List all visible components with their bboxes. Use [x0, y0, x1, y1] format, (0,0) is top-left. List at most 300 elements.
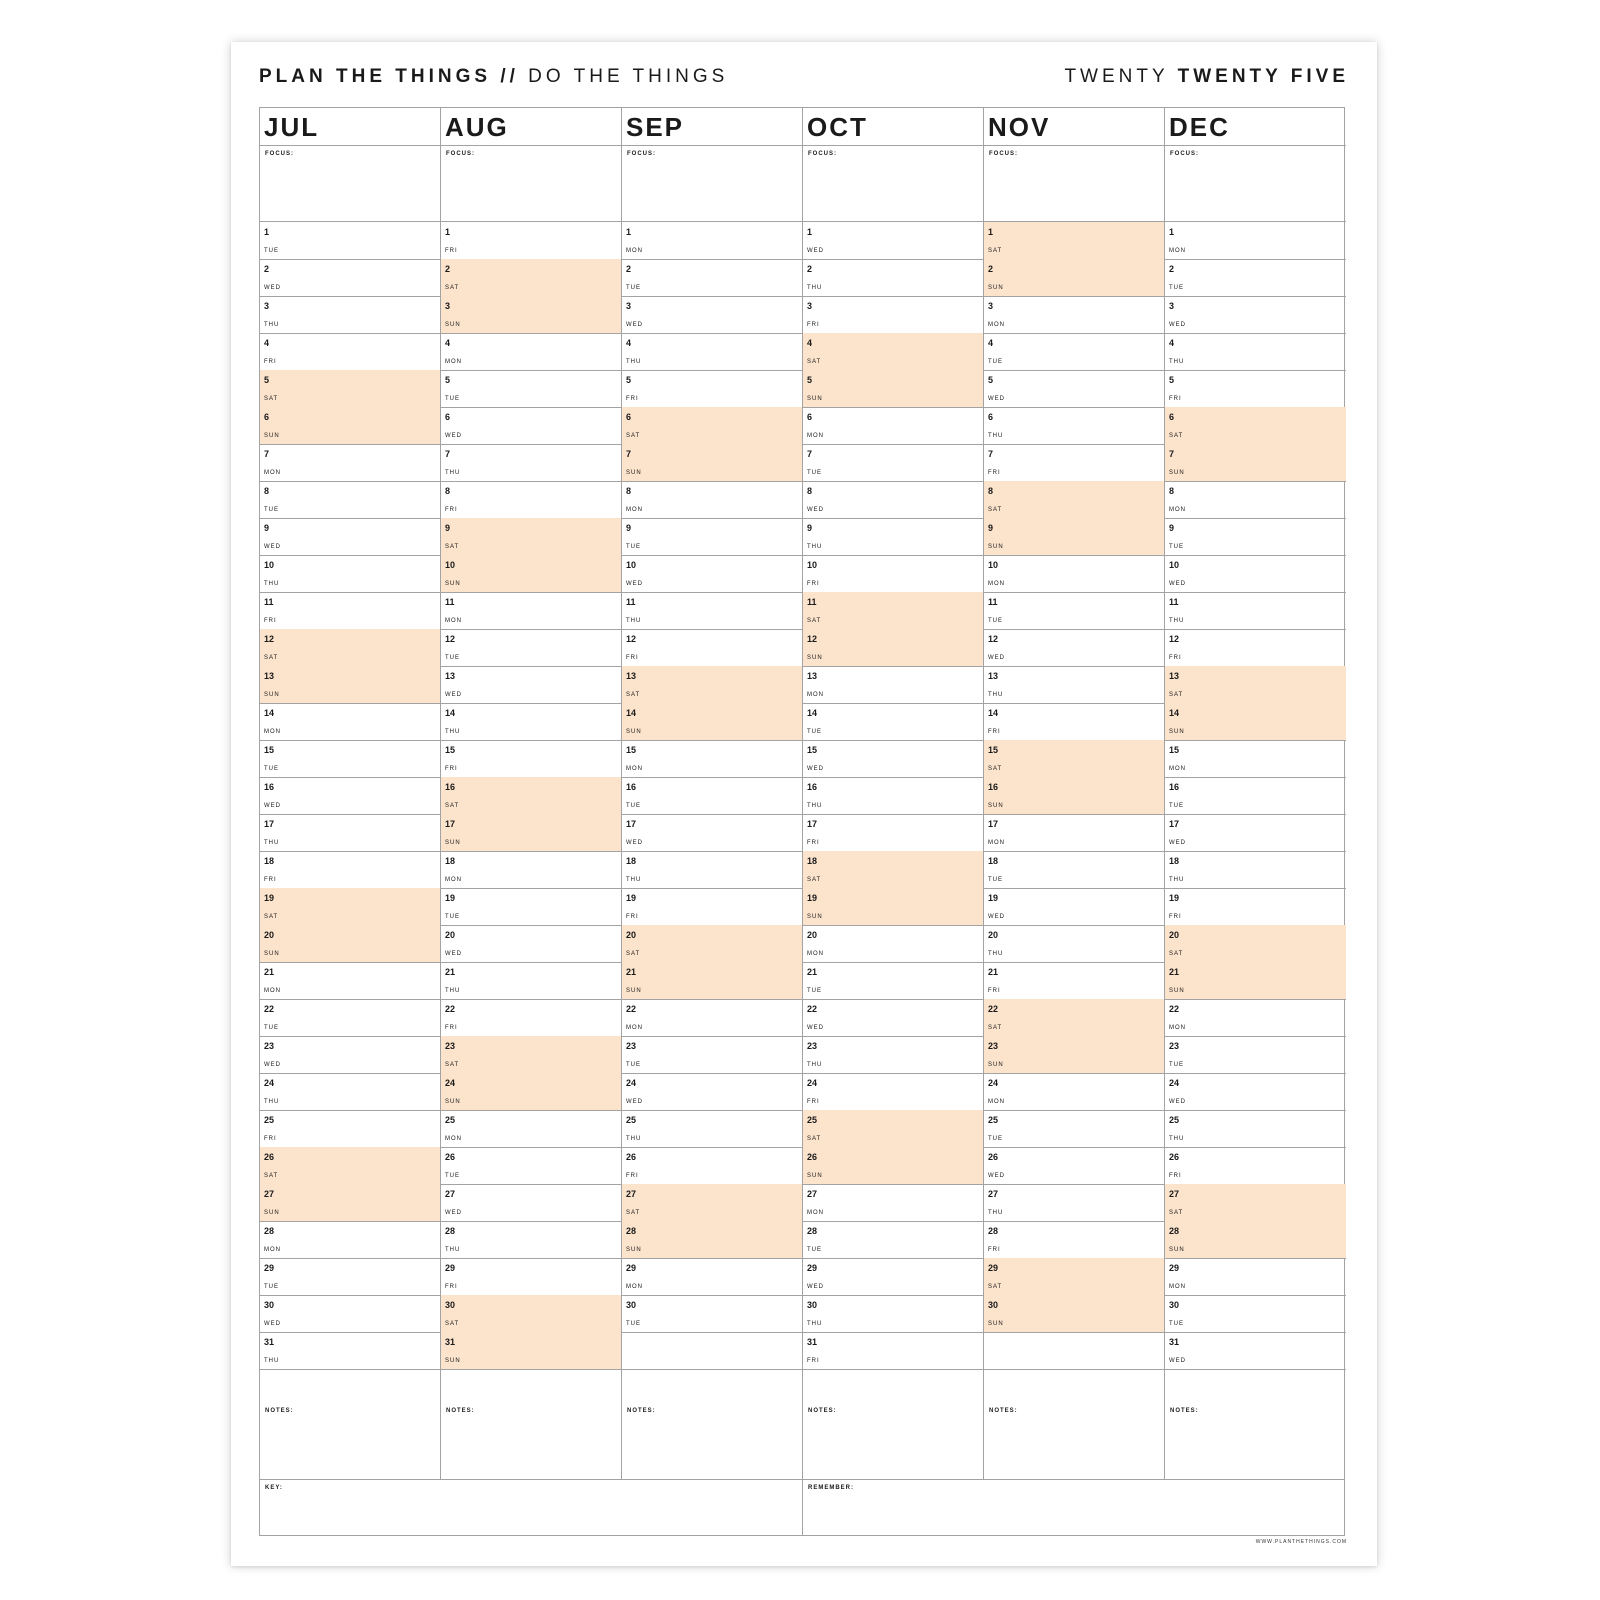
day-cell[interactable]: [1165, 259, 1346, 297]
day-number: 19: [264, 893, 275, 903]
notes-label: NOTES:: [989, 1408, 1018, 1414]
day-cell[interactable]: [441, 999, 621, 1037]
day-cell[interactable]: [984, 222, 1164, 260]
day-cell[interactable]: [984, 1184, 1164, 1222]
day-number: 30: [445, 1300, 456, 1310]
day-cell[interactable]: [1165, 629, 1346, 667]
month-column: [260, 108, 441, 1479]
focus-box[interactable]: [984, 146, 1164, 222]
day-cell[interactable]: [803, 814, 983, 852]
day-number: 2: [988, 264, 994, 274]
day-cell[interactable]: [441, 222, 621, 260]
weekday-label: THU: [807, 1062, 823, 1068]
day-cell[interactable]: [622, 1073, 802, 1111]
day-cell[interactable]: [1165, 518, 1346, 556]
day-number: 5: [807, 375, 813, 385]
day-cell[interactable]: [622, 1036, 802, 1074]
day-cell[interactable]: [441, 629, 621, 667]
day-cell[interactable]: [622, 1258, 802, 1296]
day-cell[interactable]: [984, 1147, 1164, 1185]
day-cell[interactable]: [441, 296, 621, 334]
day-cell[interactable]: [984, 481, 1164, 519]
weekday-label: FRI: [807, 581, 820, 587]
day-cell[interactable]: [441, 666, 621, 704]
focus-box[interactable]: [622, 146, 802, 222]
weekday-label: TUE: [807, 470, 822, 476]
focus-box[interactable]: [1165, 146, 1346, 222]
weekday-label: MON: [264, 729, 281, 735]
day-cell[interactable]: [622, 629, 802, 667]
weekday-label: WED: [626, 322, 643, 328]
day-cell[interactable]: [622, 296, 802, 334]
weekday-label: WED: [264, 1321, 281, 1327]
focus-box[interactable]: [803, 146, 983, 222]
day-cell[interactable]: [1165, 370, 1346, 408]
day-cell[interactable]: [260, 1184, 440, 1222]
day-cell[interactable]: [260, 1147, 440, 1185]
day-cell[interactable]: [622, 481, 802, 519]
day-cell[interactable]: [441, 1332, 621, 1370]
day-cell[interactable]: [441, 1036, 621, 1074]
day-cell[interactable]: [622, 1110, 802, 1148]
day-cell[interactable]: [260, 222, 440, 260]
day-number: 31: [264, 1337, 275, 1347]
day-number: 6: [626, 412, 632, 422]
day-cell[interactable]: [1165, 999, 1346, 1037]
notes-box[interactable]: [622, 1403, 802, 1479]
day-cell[interactable]: [441, 1184, 621, 1222]
day-cell[interactable]: [1165, 1221, 1346, 1259]
month-name: NOV: [988, 112, 1051, 142]
remember-box[interactable]: [803, 1480, 1344, 1535]
day-cell[interactable]: [441, 1110, 621, 1148]
day-cell[interactable]: [984, 740, 1164, 778]
day-cell[interactable]: [260, 259, 440, 297]
day-cell[interactable]: [441, 407, 621, 445]
day-cell[interactable]: [1165, 1036, 1346, 1074]
day-number: 22: [988, 1004, 999, 1014]
day-cell[interactable]: [622, 259, 802, 297]
weekday-label: TUE: [988, 1136, 1003, 1142]
weekday-label: SAT: [445, 1062, 460, 1068]
weekday-label: SUN: [445, 1358, 461, 1364]
day-cell[interactable]: [803, 481, 983, 519]
day-cell[interactable]: [441, 962, 621, 1000]
day-cell[interactable]: [622, 1184, 802, 1222]
weekday-label: SUN: [445, 1099, 461, 1105]
day-cell[interactable]: [441, 1073, 621, 1111]
day-cell[interactable]: [441, 777, 621, 815]
day-cell[interactable]: [803, 1184, 983, 1222]
day-number: 20: [807, 930, 818, 940]
day-cell[interactable]: [984, 777, 1164, 815]
day-cell[interactable]: [622, 999, 802, 1037]
day-cell[interactable]: [803, 444, 983, 482]
day-cell[interactable]: [622, 518, 802, 556]
focus-label: FOCUS:: [808, 151, 837, 157]
day-cell[interactable]: [803, 259, 983, 297]
day-cell[interactable]: [984, 962, 1164, 1000]
day-number: 8: [264, 486, 270, 496]
day-cell[interactable]: [1165, 592, 1346, 630]
day-number: 10: [445, 560, 456, 570]
day-cell[interactable]: [984, 888, 1164, 926]
day-cell[interactable]: [441, 1258, 621, 1296]
weekday-label: TUE: [1169, 803, 1184, 809]
day-cell[interactable]: [441, 1221, 621, 1259]
day-cell[interactable]: [984, 999, 1164, 1037]
day-number: 12: [445, 634, 456, 644]
day-cell[interactable]: [260, 999, 440, 1037]
day-cell[interactable]: [1165, 222, 1346, 260]
day-cell[interactable]: [260, 814, 440, 852]
month-column: [984, 108, 1165, 1479]
day-cell[interactable]: [803, 629, 983, 667]
month-name: AUG: [445, 112, 509, 142]
day-cell[interactable]: [622, 740, 802, 778]
weekday-label: SUN: [988, 1321, 1004, 1327]
day-cell[interactable]: [984, 296, 1164, 334]
weekday-label: THU: [626, 359, 642, 365]
day-cell[interactable]: [260, 925, 440, 963]
day-cell[interactable]: [622, 851, 802, 889]
weekday-label: FRI: [626, 1173, 639, 1179]
day-cell[interactable]: [1165, 1258, 1346, 1296]
day-cell[interactable]: [1165, 888, 1346, 926]
day-number: 6: [1169, 412, 1175, 422]
day-number: 25: [807, 1115, 818, 1125]
day-cell[interactable]: [441, 555, 621, 593]
day-cell[interactable]: [260, 444, 440, 482]
day-cell[interactable]: [984, 1258, 1164, 1296]
day-cell[interactable]: [622, 333, 802, 371]
day-cell[interactable]: [260, 592, 440, 630]
weekday-label: MON: [988, 581, 1005, 587]
day-cell[interactable]: [803, 999, 983, 1037]
day-number: 7: [264, 449, 270, 459]
day-cell[interactable]: [260, 1295, 440, 1333]
day-cell[interactable]: [260, 629, 440, 667]
day-cell[interactable]: [622, 1221, 802, 1259]
day-cell[interactable]: [1165, 851, 1346, 889]
day-cell[interactable]: [260, 777, 440, 815]
day-cell[interactable]: [441, 481, 621, 519]
month-header: [1165, 108, 1346, 146]
day-cell[interactable]: [1165, 1073, 1346, 1111]
focus-label: FOCUS:: [989, 151, 1018, 157]
weekday-label: TUE: [807, 729, 822, 735]
day-number: 14: [445, 708, 456, 718]
day-cell[interactable]: [803, 740, 983, 778]
day-cell[interactable]: [984, 814, 1164, 852]
day-cell[interactable]: [441, 518, 621, 556]
day-number: 24: [988, 1078, 999, 1088]
day-cell[interactable]: [803, 333, 983, 371]
day-number: 3: [807, 301, 813, 311]
day-cell[interactable]: [1165, 1332, 1346, 1370]
day-cell[interactable]: [1165, 481, 1346, 519]
day-cell[interactable]: [260, 703, 440, 741]
month-column: [803, 108, 984, 1479]
day-cell[interactable]: [803, 1036, 983, 1074]
weekday-label: SUN: [445, 322, 461, 328]
weekday-label: SUN: [264, 1210, 280, 1216]
day-number: 3: [445, 301, 451, 311]
day-cell[interactable]: [260, 333, 440, 371]
weekday-label: THU: [1169, 359, 1185, 365]
day-cell[interactable]: [984, 259, 1164, 297]
day-cell[interactable]: [984, 518, 1164, 556]
day-cell[interactable]: [1165, 555, 1346, 593]
day-cell[interactable]: [622, 962, 802, 1000]
day-cell[interactable]: [1165, 666, 1346, 704]
weekday-label: MON: [807, 951, 824, 957]
weekday-label: SUN: [626, 470, 642, 476]
day-cell[interactable]: [803, 962, 983, 1000]
year-bold-part: TWENTY FIVE: [1177, 66, 1349, 87]
day-number: 5: [988, 375, 994, 385]
day-cell[interactable]: [260, 518, 440, 556]
website-footer: WWW.PLANTHETHINGS.COM: [1255, 1539, 1347, 1545]
notes-box[interactable]: [803, 1403, 983, 1479]
day-cell[interactable]: [803, 1147, 983, 1185]
day-cell[interactable]: [803, 222, 983, 260]
weekday-label: SAT: [988, 507, 1003, 513]
notes-box[interactable]: [1165, 1403, 1346, 1479]
day-number: 25: [626, 1115, 637, 1125]
day-cell[interactable]: [441, 851, 621, 889]
weekday-label: TUE: [988, 618, 1003, 624]
day-cell[interactable]: [803, 666, 983, 704]
focus-box[interactable]: [260, 146, 440, 222]
day-cell[interactable]: [622, 370, 802, 408]
day-cell[interactable]: [803, 370, 983, 408]
day-cell[interactable]: [260, 740, 440, 778]
day-cell[interactable]: [1165, 1184, 1346, 1222]
day-number: 4: [1169, 338, 1175, 348]
day-cell[interactable]: [622, 1295, 802, 1333]
weekday-label: WED: [988, 914, 1005, 920]
weekday-label: TUE: [626, 1321, 641, 1327]
day-number: 17: [988, 819, 999, 829]
day-cell[interactable]: [441, 259, 621, 297]
month-name: DEC: [1169, 112, 1230, 142]
day-number: 4: [988, 338, 994, 348]
day-cell[interactable]: [984, 666, 1164, 704]
day-cell[interactable]: [984, 1073, 1164, 1111]
day-cell[interactable]: [441, 740, 621, 778]
day-cell[interactable]: [803, 1221, 983, 1259]
day-cell[interactable]: [622, 814, 802, 852]
notes-box[interactable]: [441, 1403, 621, 1479]
weekday-label: FRI: [264, 618, 277, 624]
day-cell[interactable]: [1165, 740, 1346, 778]
weekday-label: MON: [264, 988, 281, 994]
day-number: 31: [807, 1337, 818, 1347]
day-cell[interactable]: [803, 1295, 983, 1333]
day-cell[interactable]: [622, 925, 802, 963]
day-cell[interactable]: [803, 1332, 983, 1370]
day-cell[interactable]: [803, 925, 983, 963]
day-cell[interactable]: [260, 1073, 440, 1111]
weekday-label: SUN: [988, 544, 1004, 550]
day-cell[interactable]: [260, 407, 440, 445]
day-cell[interactable]: [984, 1221, 1164, 1259]
day-cell[interactable]: [1165, 1110, 1346, 1148]
day-cell[interactable]: [622, 555, 802, 593]
day-cell[interactable]: [260, 1332, 440, 1370]
day-cell[interactable]: [260, 1110, 440, 1148]
day-cell[interactable]: [260, 666, 440, 704]
day-cell[interactable]: [803, 777, 983, 815]
day-cell[interactable]: [1165, 296, 1346, 334]
day-cell[interactable]: [1165, 814, 1346, 852]
day-cell[interactable]: [441, 814, 621, 852]
day-cell[interactable]: [1165, 1295, 1346, 1333]
day-cell[interactable]: [260, 851, 440, 889]
day-cell[interactable]: [984, 925, 1164, 963]
day-cell[interactable]: [260, 1221, 440, 1259]
day-cell[interactable]: [984, 407, 1164, 445]
day-cell[interactable]: [803, 407, 983, 445]
day-number: 18: [988, 856, 999, 866]
day-cell[interactable]: [260, 962, 440, 1000]
day-cell[interactable]: [984, 592, 1164, 630]
key-box[interactable]: [260, 1480, 803, 1535]
day-cell[interactable]: [260, 370, 440, 408]
day-cell[interactable]: [984, 1110, 1164, 1148]
day-cell[interactable]: [984, 851, 1164, 889]
weekday-label: THU: [807, 803, 823, 809]
weekday-label: MON: [264, 1247, 281, 1253]
day-cell[interactable]: [803, 888, 983, 926]
day-cell[interactable]: [441, 888, 621, 926]
day-cell[interactable]: [1165, 777, 1346, 815]
day-cell[interactable]: [441, 1295, 621, 1333]
day-cell[interactable]: [622, 592, 802, 630]
weekday-label: SUN: [807, 914, 823, 920]
day-cell[interactable]: [622, 444, 802, 482]
day-cell[interactable]: [622, 666, 802, 704]
day-cell[interactable]: [1165, 444, 1346, 482]
day-cell[interactable]: [441, 592, 621, 630]
weekday-label: TUE: [264, 248, 279, 254]
day-cell[interactable]: [622, 888, 802, 926]
weekday-label: SUN: [626, 729, 642, 735]
weekday-label: SAT: [626, 692, 641, 698]
bottom-row: [260, 1479, 1344, 1535]
focus-label: FOCUS:: [265, 151, 294, 157]
day-cell[interactable]: [622, 777, 802, 815]
day-number: 11: [264, 597, 274, 607]
weekday-label: THU: [264, 1358, 280, 1364]
day-number: 15: [264, 745, 275, 755]
weekday-label: FRI: [1169, 1173, 1182, 1179]
weekday-label: WED: [264, 803, 281, 809]
day-cell[interactable]: [984, 703, 1164, 741]
weekday-label: WED: [1169, 840, 1186, 846]
day-cell[interactable]: [260, 888, 440, 926]
day-cell[interactable]: [803, 1073, 983, 1111]
day-cell[interactable]: [1165, 1147, 1346, 1185]
day-number: 7: [1169, 449, 1175, 459]
day-number: 5: [1169, 375, 1175, 385]
day-cell[interactable]: [260, 481, 440, 519]
day-cell[interactable]: [803, 851, 983, 889]
day-cell[interactable]: [441, 1147, 621, 1185]
day-cell[interactable]: [260, 296, 440, 334]
day-cell[interactable]: [622, 407, 802, 445]
notes-box[interactable]: [984, 1403, 1164, 1479]
day-cell[interactable]: [984, 444, 1164, 482]
day-cell[interactable]: [984, 333, 1164, 371]
day-number: 22: [807, 1004, 818, 1014]
day-number: 10: [988, 560, 999, 570]
day-cell[interactable]: [803, 296, 983, 334]
day-number: 29: [988, 1263, 999, 1273]
day-cell[interactable]: [441, 703, 621, 741]
day-number: 22: [626, 1004, 637, 1014]
day-number: 10: [807, 560, 818, 570]
day-cell[interactable]: [1165, 962, 1346, 1000]
day-number: 23: [988, 1041, 999, 1051]
day-cell[interactable]: [803, 703, 983, 741]
day-number: 3: [988, 301, 994, 311]
weekday-label: SAT: [445, 1321, 460, 1327]
day-cell[interactable]: [260, 1258, 440, 1296]
day-cell[interactable]: [984, 1036, 1164, 1074]
day-cell[interactable]: [1165, 703, 1346, 741]
day-cell[interactable]: [803, 592, 983, 630]
day-number: 1: [988, 227, 994, 237]
day-cell[interactable]: [1165, 925, 1346, 963]
weekday-label: MON: [445, 1136, 462, 1142]
day-cell[interactable]: [622, 703, 802, 741]
day-cell[interactable]: [984, 555, 1164, 593]
weekday-label: THU: [264, 581, 280, 587]
weekday-label: THU: [264, 322, 280, 328]
weekday-label: THU: [807, 285, 823, 291]
day-cell[interactable]: [622, 1147, 802, 1185]
focus-box[interactable]: [441, 146, 621, 222]
day-number: 3: [1169, 301, 1175, 311]
day-cell[interactable]: [984, 629, 1164, 667]
day-cell[interactable]: [803, 518, 983, 556]
empty-day-cell: [984, 1332, 1164, 1370]
day-cell[interactable]: [803, 555, 983, 593]
weekday-label: FRI: [445, 1284, 458, 1290]
day-number: 18: [264, 856, 275, 866]
day-cell[interactable]: [441, 333, 621, 371]
day-cell[interactable]: [441, 925, 621, 963]
day-cell[interactable]: [260, 1036, 440, 1074]
day-cell[interactable]: [803, 1258, 983, 1296]
day-cell[interactable]: [984, 370, 1164, 408]
day-cell[interactable]: [260, 555, 440, 593]
weekday-label: TUE: [264, 766, 279, 772]
notes-box[interactable]: [260, 1403, 440, 1479]
weekday-label: MON: [1169, 766, 1186, 772]
day-number: 8: [626, 486, 632, 496]
day-cell[interactable]: [1165, 333, 1346, 371]
planner-title: [259, 66, 728, 88]
day-cell[interactable]: [1165, 407, 1346, 445]
day-cell[interactable]: [984, 1295, 1164, 1333]
day-cell[interactable]: [803, 1110, 983, 1148]
day-cell[interactable]: [441, 370, 621, 408]
day-cell[interactable]: [622, 222, 802, 260]
day-cell[interactable]: [441, 444, 621, 482]
